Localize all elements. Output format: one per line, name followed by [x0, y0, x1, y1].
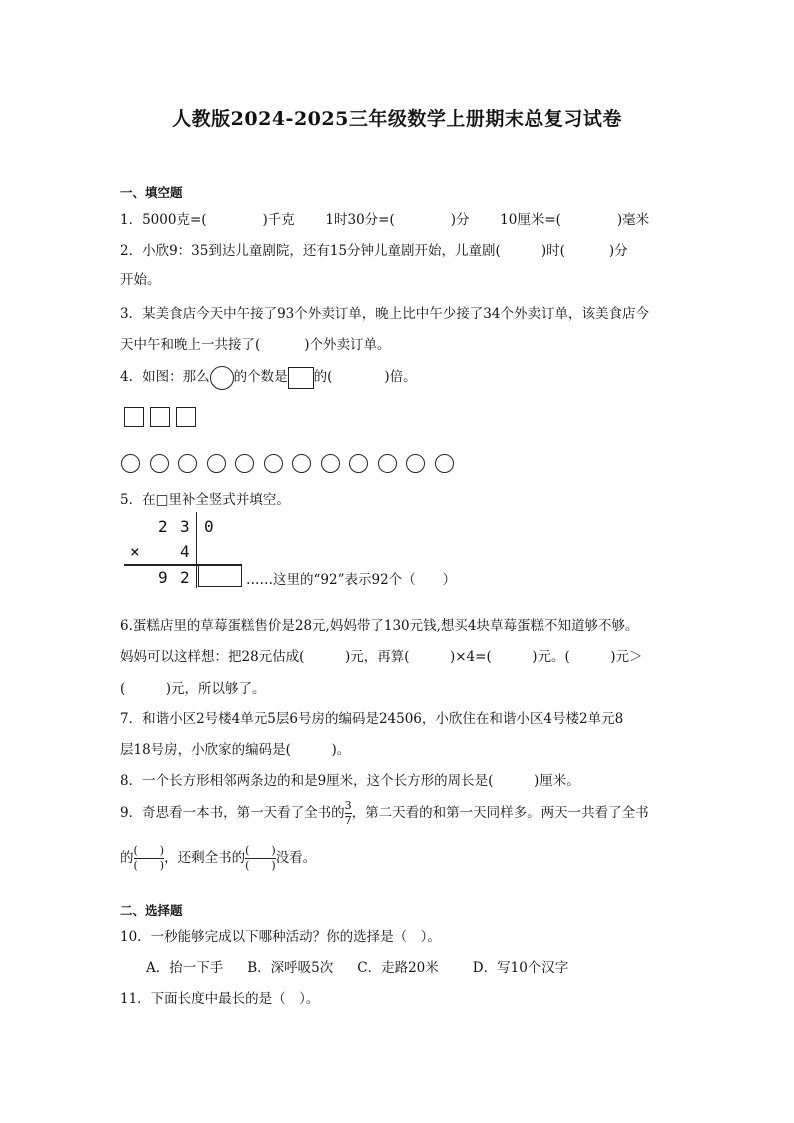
circle-icon	[235, 454, 254, 473]
circle-icon	[207, 454, 226, 473]
q1-part-e: 10厘米=(	[500, 212, 561, 228]
q2-end: )分	[608, 243, 628, 259]
circle-icon	[435, 454, 454, 473]
q10-options	[146, 956, 568, 976]
circle-icon	[292, 454, 311, 473]
circle-shape-icon	[210, 366, 234, 390]
q5-note: ……这里的“92”表示92个（ ）	[246, 572, 457, 588]
q5-text: 5．在□里补全竖式并填空。	[120, 492, 290, 508]
q1-part-b: )千克	[262, 212, 295, 228]
q4-circles-row	[121, 454, 463, 477]
q10-option-c[interactable]: C．走路20米	[357, 960, 439, 976]
q5-result-9: 9	[158, 568, 168, 587]
question-1	[120, 208, 649, 228]
q5-digit-4: 4	[180, 542, 190, 561]
q6-line2: 妈妈可以这样想：把28元估成( )元，再算( )×4=( )元。( )元＞	[120, 649, 643, 665]
q6-line1: 6.蛋糕店里的草莓蛋糕售价是28元,妈妈带了130元钱,想买4块草莓蛋糕不知道够不够。	[120, 618, 639, 634]
page-title: 人教版2024-2025三年级数学上册期末总复习试卷	[172, 108, 622, 130]
q10-text: 10．一秒能够完成以下哪种活动？你的选择是（ ）。	[120, 929, 441, 945]
q3-line2-b: )个外卖订单。	[304, 337, 391, 353]
circle-icon	[150, 454, 169, 473]
q9-numerator: 3	[344, 799, 352, 812]
q3-line1: 3．某美食店今天中午接了93个外卖订单，晚上比中午少接了34个外卖订单，该美食店今	[120, 306, 649, 322]
q4-end: )倍。	[384, 369, 417, 385]
q4-pre: 4．如图：那么	[120, 369, 210, 385]
circle-icon	[406, 454, 425, 473]
q9-blank-fraction-1[interactable]: $\frac{( )}{( )}$	[133, 844, 165, 872]
q9-blank-fraction-2[interactable]: $\frac{( )}{( )}$	[245, 844, 276, 872]
q9-line2	[120, 845, 316, 872]
q9-denominator: 7	[344, 814, 352, 827]
q2-line1: 2．小欣9：35到达儿童剧院，还有15分钟儿童剧开始，儿童剧(	[120, 243, 501, 259]
q5-times-sign: ×	[130, 542, 140, 561]
q9-pre: 9．奇思看一本书，第一天看了全书的	[120, 805, 345, 821]
q10-option-b[interactable]: B．深呼吸5次	[247, 960, 334, 976]
question-2	[120, 239, 628, 259]
q7-line1: 7．和谐小区2号楼4单元5层6号房的编码是24506，小欣住在和谐小区4号楼2单元8	[120, 711, 624, 727]
circle-icon	[178, 454, 197, 473]
q7-line2: 层18号房，小欣家的编码是( )。	[120, 742, 351, 758]
square-icon	[176, 407, 196, 427]
q9-fraction	[345, 800, 352, 827]
q1-part-f: )毫米	[616, 212, 650, 228]
section-multiple-choice: 二、选择题	[120, 903, 183, 918]
q9-post: ，第二天看的和第一天同样多。两天一共看了全书	[351, 805, 649, 821]
q3-line2	[120, 333, 391, 353]
q6-line3: ( )元，所以够了。	[120, 681, 266, 697]
q9-line2c: 没看。	[275, 850, 317, 866]
q1-part-a: 1．5000克=(	[120, 212, 207, 228]
q4-squares-row	[124, 406, 202, 427]
q10-option-a[interactable]: A．抬一下手	[146, 960, 224, 976]
q5-digit-2: 2	[158, 517, 168, 536]
q4-post: 的(	[313, 369, 333, 385]
circle-icon	[321, 454, 340, 473]
q3-line2-a: 天中午和晚上一共接了(	[120, 337, 261, 353]
section-fill-in-blank: 一、填空题	[120, 185, 183, 200]
q4-mid: 的个数是	[233, 369, 288, 385]
circle-icon	[121, 454, 140, 473]
q1-part-c: 1时30分=(	[325, 212, 395, 228]
square-icon	[124, 407, 144, 427]
circle-icon	[264, 454, 283, 473]
question-8: 8．一个长方形相邻两条边的和是9厘米，这个长方形的周长是( )厘米。	[120, 773, 580, 789]
q10-option-d[interactable]: D．写10个汉字	[472, 960, 569, 976]
circle-icon	[378, 454, 397, 473]
q2-line2: 开始。	[120, 272, 161, 288]
q9-line1	[120, 800, 649, 827]
circle-icon	[349, 454, 368, 473]
q5-answer-box[interactable]	[198, 565, 242, 587]
question-4	[120, 365, 417, 390]
q5-digit-3: 3	[180, 517, 190, 536]
square-shape-icon	[288, 367, 314, 389]
q5-result-2: 2	[180, 568, 190, 587]
q5-digit-0: 0	[204, 517, 214, 536]
q1-part-d: )分	[450, 212, 470, 228]
q9-line2a: 的	[120, 850, 134, 866]
q9-line2b: ，还剩全书的	[164, 850, 246, 866]
square-icon	[150, 407, 170, 427]
q2-mid: )时(	[540, 243, 565, 259]
question-11: 11．下面长度中最长的是（ ）。	[120, 991, 320, 1007]
q5-vertical-divider	[196, 512, 197, 588]
